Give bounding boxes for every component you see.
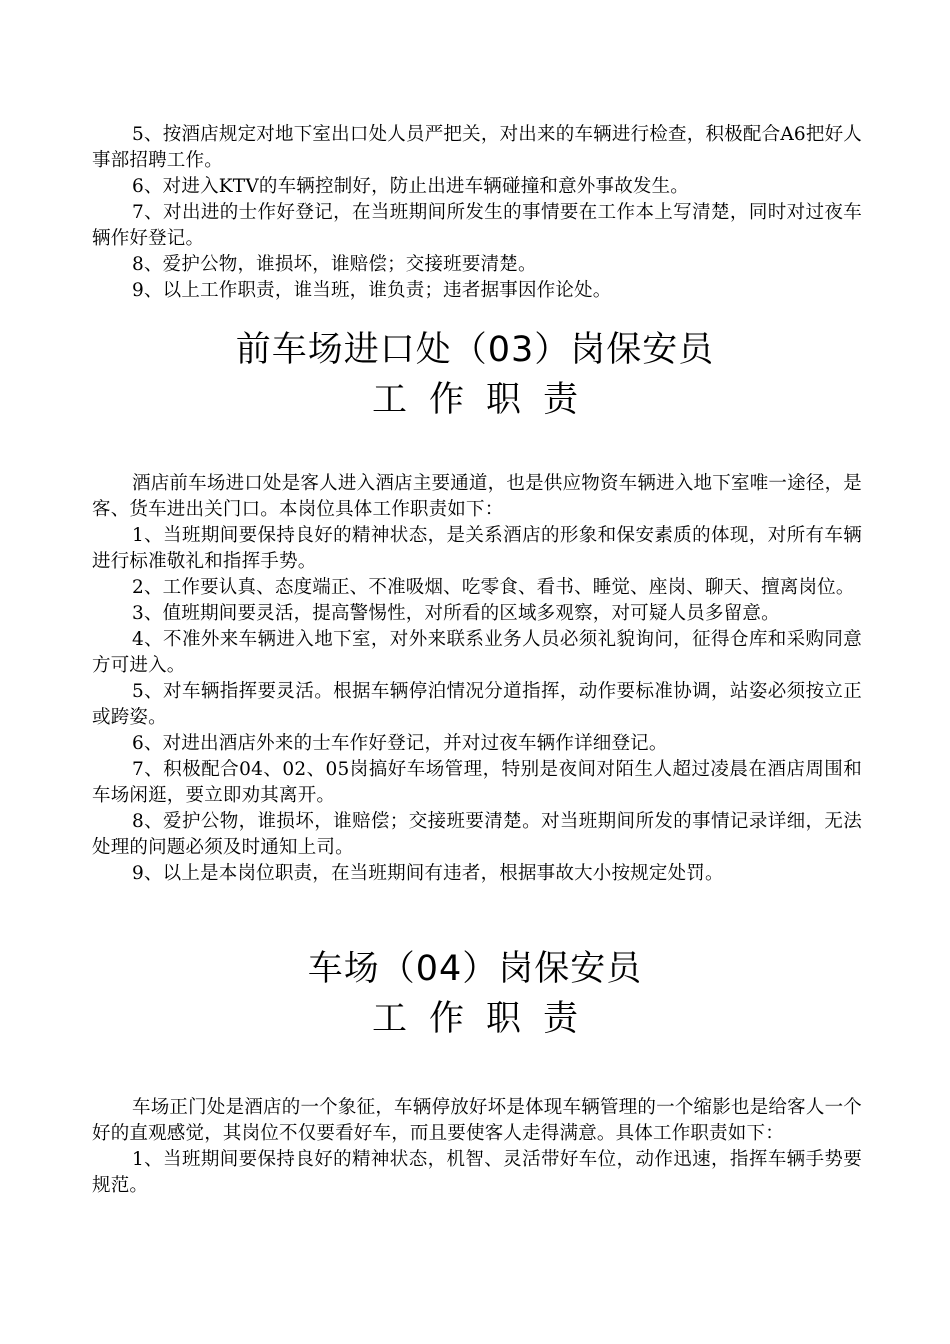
section-03-subtitle: 工作职责: [371, 380, 600, 420]
duty-item-5: 5、按酒店规定对地下室出口处人员严把关，对出来的车辆进行检查，积极配合A6把好人事部招聘工作。: [92, 124, 862, 171]
section-04-intro: 车场正门处是酒店的一个象征，车辆停放好坏是体现车辆管理的一个缩影也是给客人一个好的直观感觉，其岗位不仅要看好车，而且要使客人走得满意。具体工作职责如下：: [92, 1097, 862, 1144]
section-03-body: [92, 471, 862, 887]
section-03-item-4: 4、不准外来车辆进入地下室，对外来联系业务人员必须礼貌询问，征得仓库和采购同意方可进入。: [92, 629, 862, 676]
section-03-intro: 酒店前车场进口处是客人进入酒店主要通道，也是供应物资车辆进入地下室唯一途径，是客、货车进出关门口。本岗位具体工作职责如下：: [92, 473, 862, 520]
section-03-item-2: 2、工作要认真、态度端正、不准吸烟、吃零食、看书、睡觉、座岗、聊天、擅离岗位。: [132, 577, 855, 598]
duty-item-7: 7、对出进的士作好登记，在当班期间所发生的事情要在工作本上写清楚，同时对过夜车辆作好登记。: [92, 202, 862, 249]
top-section: [92, 122, 862, 304]
duty-item-6: 6、对进入KTV的车辆控制好，防止出进车辆碰撞和意外事故发生。: [132, 176, 689, 197]
section-03-item-6: 6、对进出酒店外来的士车作好登记，并对过夜车辆作详细登记。: [132, 733, 668, 754]
section-03-item-8: 8、爱护公物，谁损坏，谁赔偿；交接班要清楚。对当班期间所发的事情记录详细，无法处理的问题必须及时通知上司。: [92, 811, 862, 858]
section-03-title: 前车场进口处（03）岗保安员: [235, 330, 715, 370]
section-03-item-5: 5、对车辆指挥要灵活。根据车辆停泊情况分道指挥，动作要标准协调，站姿必须按立正或跨姿。: [92, 681, 862, 728]
section-03-item-3: 3、值班期间要灵活，提高警惕性，对所看的区域多观察，对可疑人员多留意。: [132, 603, 780, 624]
section-04-body: [92, 1095, 862, 1199]
section-04-subtitle: 工作职责: [371, 999, 600, 1039]
duty-item-9: 9、以上工作职责，谁当班，谁负责；违者据事因作论处。: [132, 280, 612, 301]
section-04-title: 车场（04）岗保安员: [307, 949, 643, 989]
section-03-item-7: 7、积极配合04、02、05岗搞好车场管理，特别是夜间对陌生人超过凌晨在酒店周围和车场闲逛，要立即劝其离开。: [92, 759, 862, 806]
duty-item-8: 8、爱护公物，谁损坏，谁赔偿；交接班要清楚。: [132, 254, 537, 275]
section-04-item-1: 1、当班期间要保持良好的精神状态，机智、灵活带好车位，动作迅速，指挥车辆手势要规范。: [92, 1149, 862, 1196]
section-03-item-9: 9、以上是本岗位职责，在当班期间有违者，根据事故大小按规定处罚。: [132, 863, 724, 884]
section-03-item-1: 1、当班期间要保持良好的精神状态，是关系酒店的形象和保安素质的体现，对所有车辆进行标准敬礼和指挥手势。: [92, 525, 862, 572]
